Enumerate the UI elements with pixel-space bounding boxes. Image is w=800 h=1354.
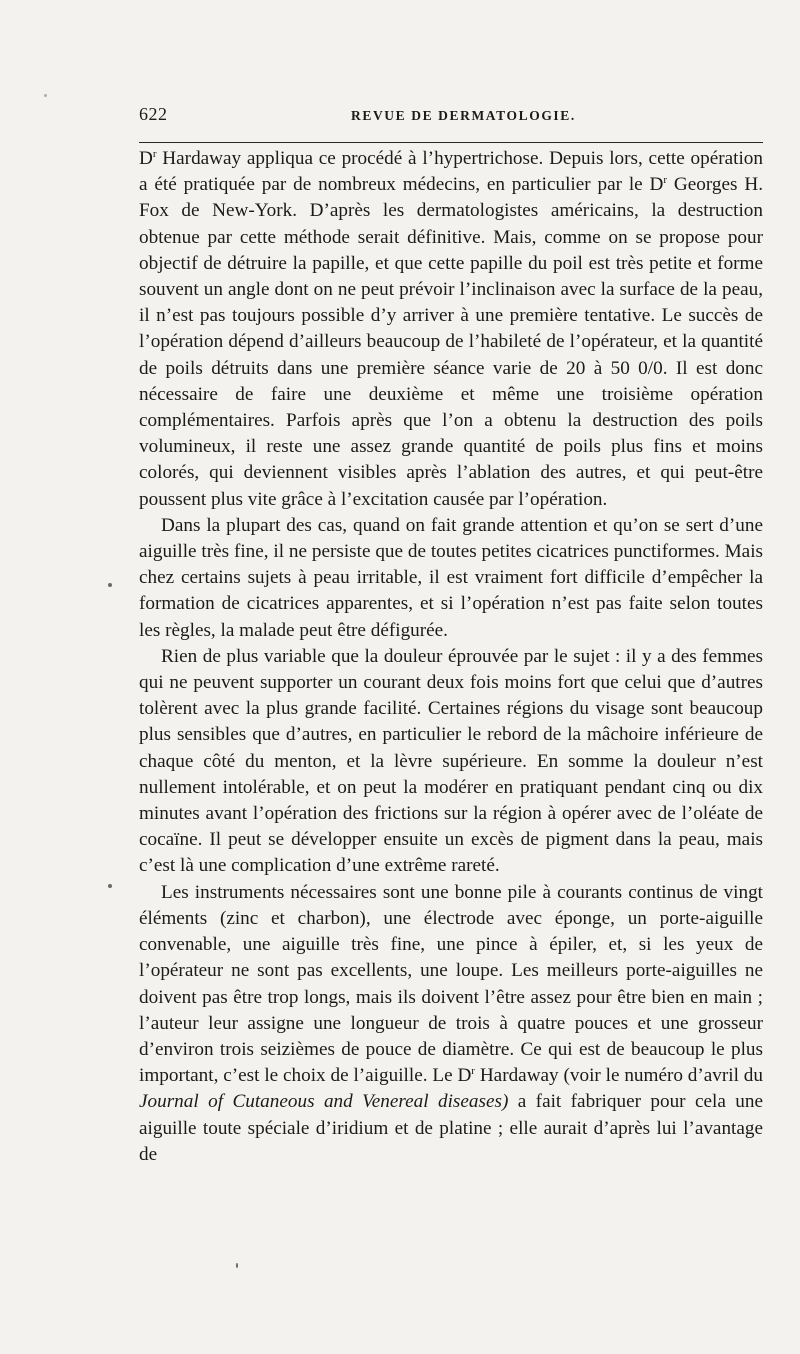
running-title: REVUE DE DERMATOLOGIE. [351, 108, 576, 123]
paragraph-4: Les instruments nécessaires sont une bonne pile à courants continus de vingt éléments (zinc et charbon), une électrode avec éponge, un porte-aiguille convenable, une aiguille très fine, une pince à épiler, et, si les yeux de l’opérateur ne sont pas excellents, une loupe. Les meilleurs porte-aiguilles ne doivent pas être trop longs, mais ils doivent l’être assez pour être bien en main ; l’auteur leur assigne une longueur de trois à quatre pouces et une grosseur d’environ trois seizièmes de pouce de diamètre. Ce qui est de beaucoup le plus important, c’est le choix de l’aiguille. Le $D^r$ Hardaway (voir le numéro d’avril du Journal of Cutaneous and Venereal diseases) a fait fabriquer pour cela une aiguille toute spéciale d’iridium et de platine ; elle aurait d’après lui l’avantage de [139, 881, 763, 1165]
header-rule [139, 142, 763, 143]
paper-speck [44, 94, 47, 97]
paper-speck [108, 583, 112, 587]
body-text [139, 146, 763, 1168]
paper-speck [108, 884, 112, 888]
paragraph-2: Dans la plupart des cas, quand on fait grande attention et qu’on se sert d’une aiguille très fine, il ne persiste que de toutes petites cicatrices punctiformes. Mais chez certains sujets à peau irritable, il est vraiment fort difficile d’empêcher la formation de cicatrices apparentes, et si l’opération n’est pas faite selon toutes les règles, la malade peut être défigurée. [139, 514, 763, 641]
paragraph-3: Rien de plus variable que la douleur éprouvée par le sujet : il y a des femmes qui ne peuvent supporter un courant deux fois moins fort que celui que d’autres tolèrent avec la plus grande facilité. Certaines régions du visage sont beaucoup plus sensibles que d’autres, en particulier le rebord de la mâchoire inférieure de chaque côté du menton, et la lèvre supérieure. En somme la douleur n’est nullement intolérable, et on peut la modérer en pratiquant pendant cinq ou dix minutes avant l’opération des frictions sur la région à opérer avec de l’oléate de cocaïne. Il peut se développer ensuite un excès de pigment dans la peau, mais c’est là une complication d’une extrême rareté. [139, 645, 763, 877]
paragraph-1: $D^r$ Hardaway appliqua ce procédé à l’hypertrichose. Depuis lors, cette opération a été pratiquée par de nombreux médecins, en particulier par le $D^r$ Georges H. Fox de New-York. D’après les dermatologistes américains, la destruction obtenue par cette méthode serait définitive. Mais, comme on se propose pour objectif de détruire la papille, et que cette papille du poil est très petite et forme souvent un angle dont on ne peut prévoir l’inclinaison avec la surface de la peau, il n’est pas toujours possible d’y arriver à une première tentative. Le succès de l’opération dépend d’ailleurs beaucoup de l’habileté de l’opérateur, et la quantité de poils détruits dans une première séance varie de 20 à 50 0/0. Il est donc nécessaire de faire une deuxième et même une troisième opération complémentaires. Parfois après que l’on a obtenu la destruction des poils volumineux, il reste une assez grande quantité de poils plus fins et moins colorés, qui deviennent visibles après l’ablation des autres, et qui peut-être poussent plus vite grâce à l’excitation causée par l’opération. [139, 148, 763, 510]
page-header [139, 104, 763, 130]
page-number: 622 [139, 104, 168, 124]
paper-speck [236, 1263, 238, 1268]
journal-title: Journal of Cutaneous and Venereal diseases) [139, 1091, 509, 1113]
